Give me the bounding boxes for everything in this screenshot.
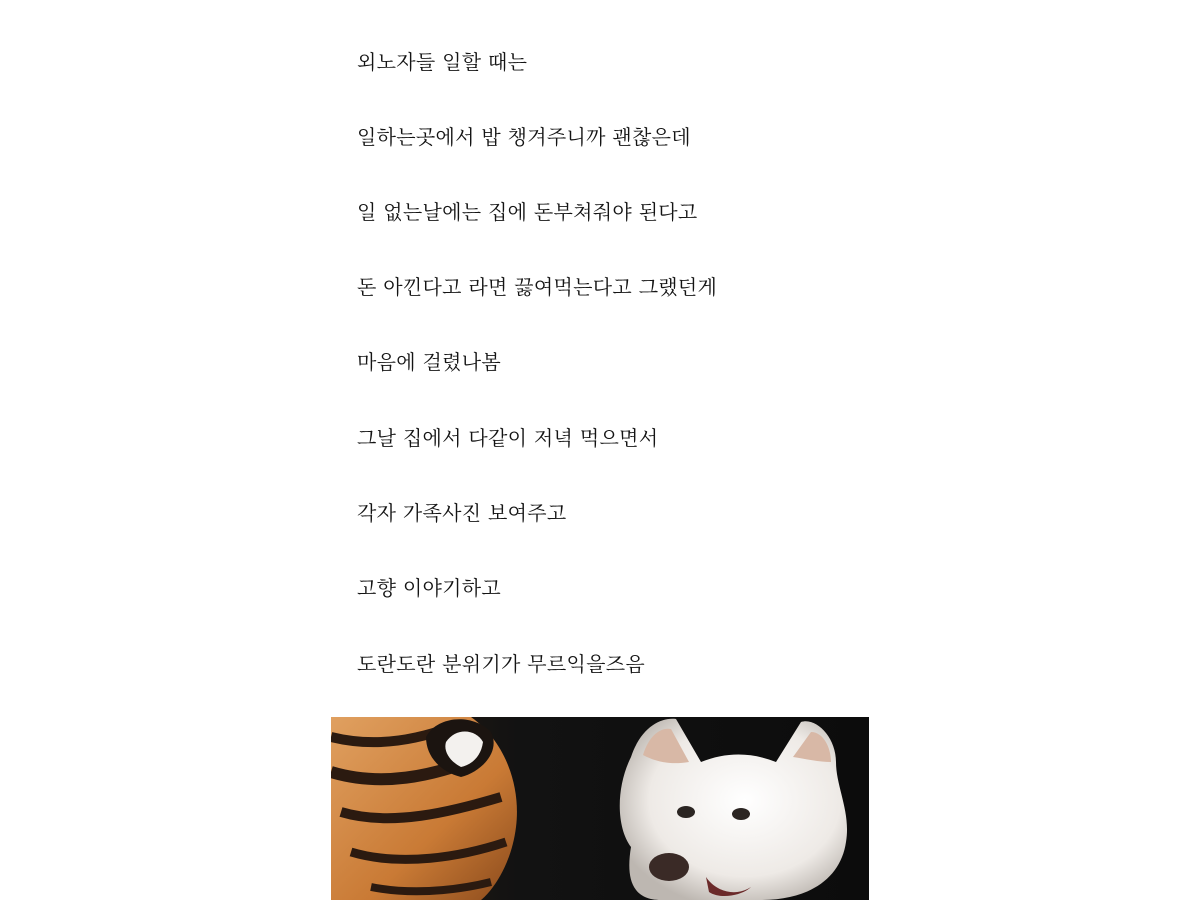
text-line: 돈 아낀다고 라면 끓여먹는다고 그랬던게 — [357, 275, 718, 299]
text-line: 외노자들 일할 때는 — [357, 50, 528, 74]
tiger-figure — [331, 717, 517, 900]
text-line: 그날 집에서 다같이 저녁 먹으면서 — [357, 426, 659, 450]
text-line: 도란도란 분위기가 무르익을즈음 — [357, 652, 645, 676]
text-line: 고향 이야기하고 — [357, 576, 501, 600]
photo-illustration — [331, 717, 869, 900]
tiger-and-dog-photo — [331, 717, 869, 900]
text-line: 일하는곳에서 밥 챙겨주니까 괜찮은데 — [357, 125, 691, 149]
text-line: 각자 가족사진 보여주고 — [357, 501, 567, 525]
text-line: 마음에 걸렸나봄 — [357, 350, 501, 374]
text-line: 일 없는날에는 집에 돈부쳐줘야 된다고 — [357, 200, 698, 224]
